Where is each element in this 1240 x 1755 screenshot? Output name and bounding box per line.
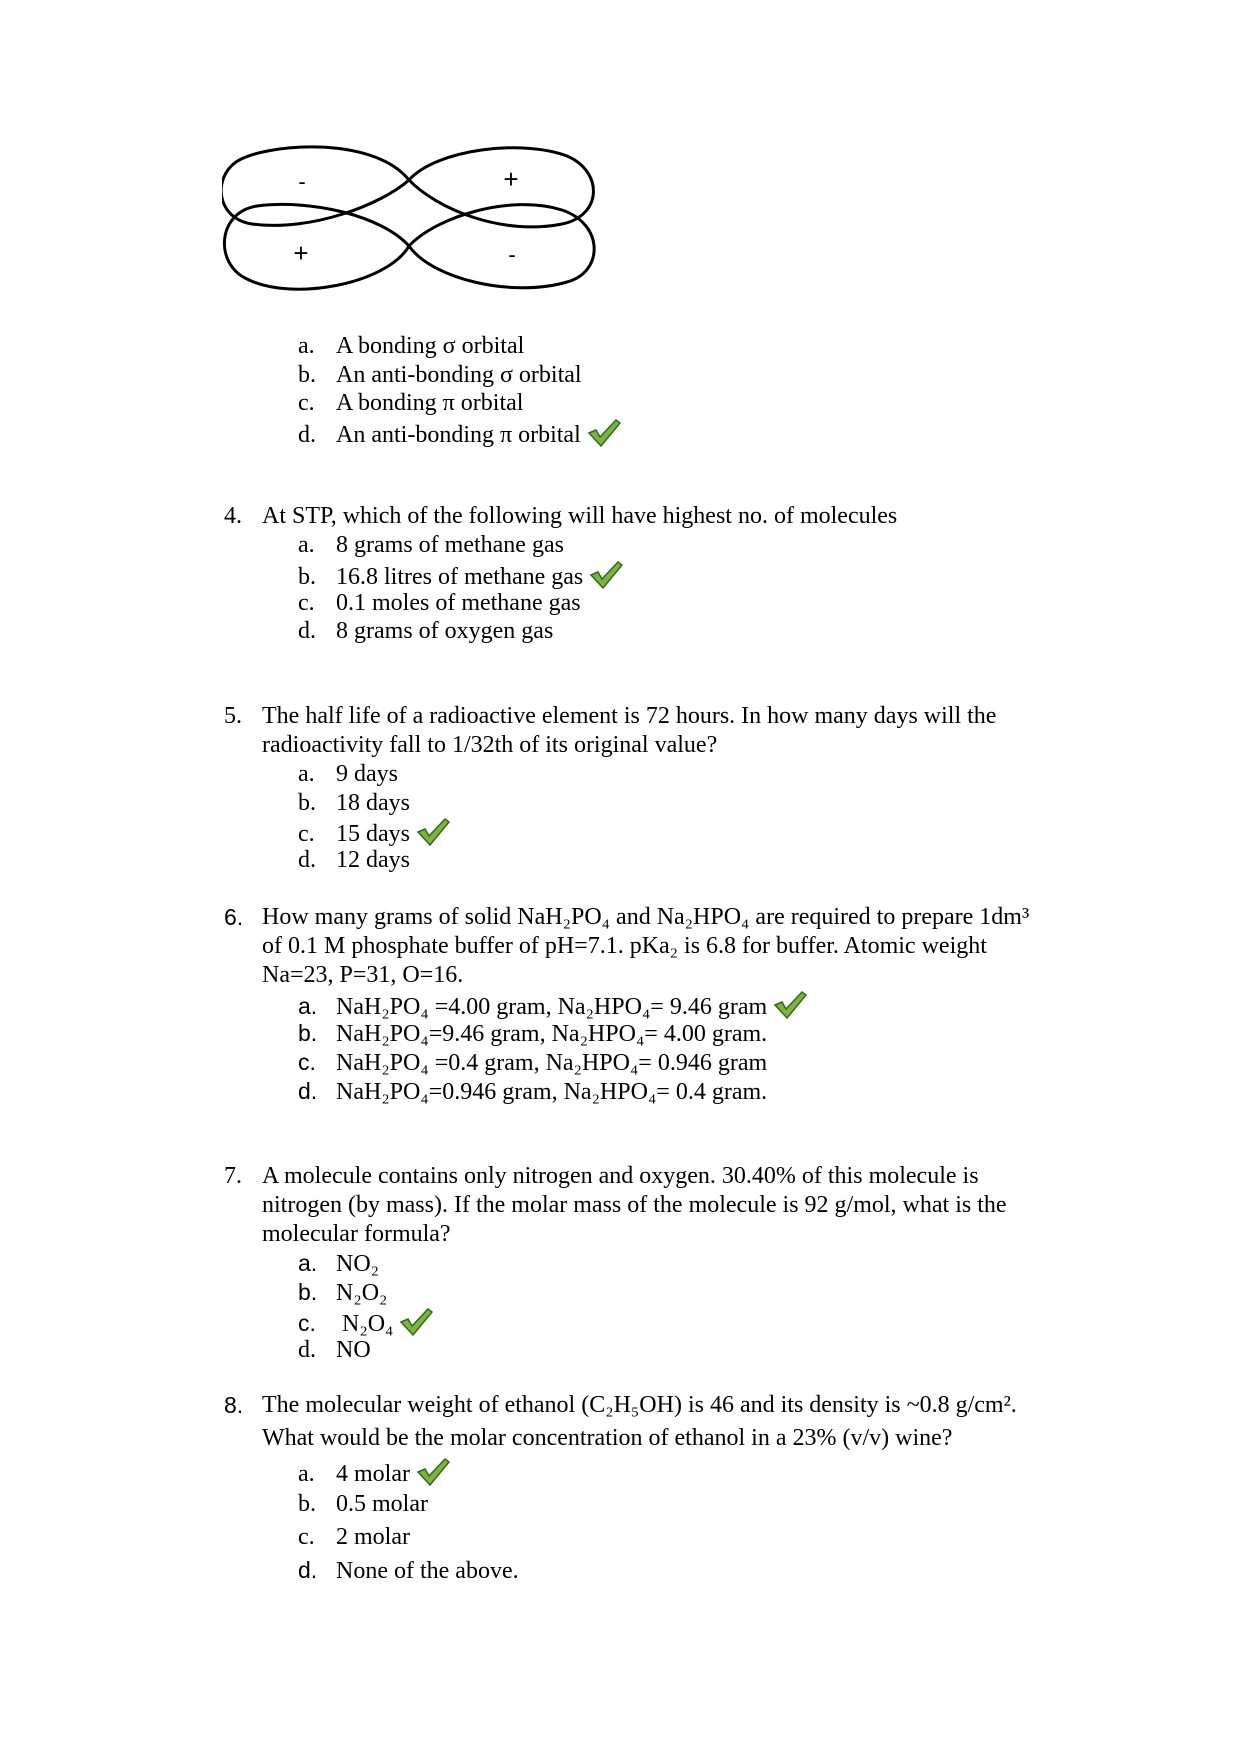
lobe-top-right [409,148,593,227]
lobe-bottom-right [409,205,594,288]
q5-option-d[interactable]: d. 12 days [298,847,410,873]
q8-option-c[interactable]: c. 2 molar [298,1524,410,1550]
q3-option-d[interactable]: d. An anti-bonding π orbital [298,418,621,456]
check-mark-icon [416,817,450,855]
q6-option-b[interactable]: b. NaH₂PO₄=9.46 gram, Na₂HPO₄= 4.00 gram. [298,1020,768,1047]
q3-option-b-text: An anti-bonding σ orbital [336,362,582,388]
lobe-top-left [222,147,409,225]
q4-option-d[interactable]: d. 8 grams of oxygen gas [298,618,554,644]
question-4: 4. At STP, which of the following will have highest no. of molecules [224,503,898,529]
q4-option-c[interactable]: c. 0.1 moles of methane gas [298,590,581,616]
q5-option-b[interactable]: b. 18 days [298,790,410,816]
question-8-line-2: What would be the molar concentration of ethanol in a 23% (v/v) wine? [262,1425,953,1451]
question-7-line-3: molecular formula? [262,1221,451,1247]
q8-option-a[interactable]: a. 4 molar [298,1457,450,1495]
q3-option-d-text: An anti-bonding π orbital [336,422,581,448]
q3-option-a[interactable]: a. A bonding σ orbital [298,333,525,359]
pi-antibonding-orbital-diagram [222,144,600,304]
q7-option-d[interactable]: d. NO [298,1337,371,1363]
check-mark-icon [773,990,807,1028]
q6-option-a[interactable]: a. NaH₂PO₄ =4.00 gram, Na₂HPO₄= 9.46 gram [298,990,807,1028]
q6-option-c[interactable]: c. NaH₂PO₄ =0.4 gram, Na₂HPO₄= 0.946 gram [298,1049,768,1076]
question-7-line-2: nitrogen (by mass). If the molar mass of the molecule is 92 g/mol, what is the [262,1192,1007,1218]
check-mark-icon [399,1307,433,1345]
question-6-line-3: Na=23, P=31, O=16. [262,962,464,988]
q4-option-b[interactable]: b. 16.8 litres of methane gas [298,560,623,598]
q5-option-c[interactable]: c. 15 days [298,817,450,855]
question-5-line-2: radioactivity fall to 1/32th of its original value? [262,732,718,758]
q3-option-c[interactable]: c. A bonding π orbital [298,390,524,416]
q3-option-c-text: A bonding π orbital [336,390,524,416]
check-mark-icon [589,560,623,598]
sign-bottom-right: - [508,242,516,267]
q3-option-a-text: A bonding σ orbital [336,333,525,359]
q7-option-c[interactable]: c. N₂O₄ [298,1307,433,1345]
sign-top-left: - [298,169,306,194]
q7-option-b[interactable]: b. N₂O₂ [298,1279,388,1306]
question-6: 6. How many grams of solid NaH₂PO₄ and Na₂HPO₄ are required to prepare 1dm³ [224,904,1030,930]
sign-top-right: + [503,164,519,194]
question-5: 5. The half life of a radioactive element is 72 hours. In how many days will the [224,703,997,729]
q3-option-b[interactable]: b. An anti-bonding σ orbital [298,362,582,388]
sign-bottom-left: + [293,238,309,268]
q7-option-a[interactable]: a. NO₂ [298,1250,380,1277]
q6-option-d[interactable]: d. NaH₂PO₄=0.946 gram, Na₂HPO₄= 0.4 gram. [298,1078,768,1105]
check-mark-icon [587,418,621,456]
q8-option-b[interactable]: b. 0.5 molar [298,1491,428,1517]
lobe-bottom-left [224,204,409,289]
question-4-text: At STP, which of the following will have highest no. of molecules [262,503,898,529]
question-6-line-2: of 0.1 M phosphate buffer of pH=7.1. pKa₂ is 6.8 for buffer. Atomic weight [262,933,987,959]
question-8: 8. The molecular weight of ethanol (C₂H₅OH) is 46 and its density is ~0.8 g/cm². [224,1392,1017,1418]
q5-option-a[interactable]: a. 9 days [298,761,398,787]
q4-option-a[interactable]: a. 8 grams of methane gas [298,532,564,558]
q8-option-d[interactable]: d. None of the above. [298,1557,519,1584]
question-7: 7. A molecule contains only nitrogen and oxygen. 30.40% of this molecule is [224,1163,979,1189]
